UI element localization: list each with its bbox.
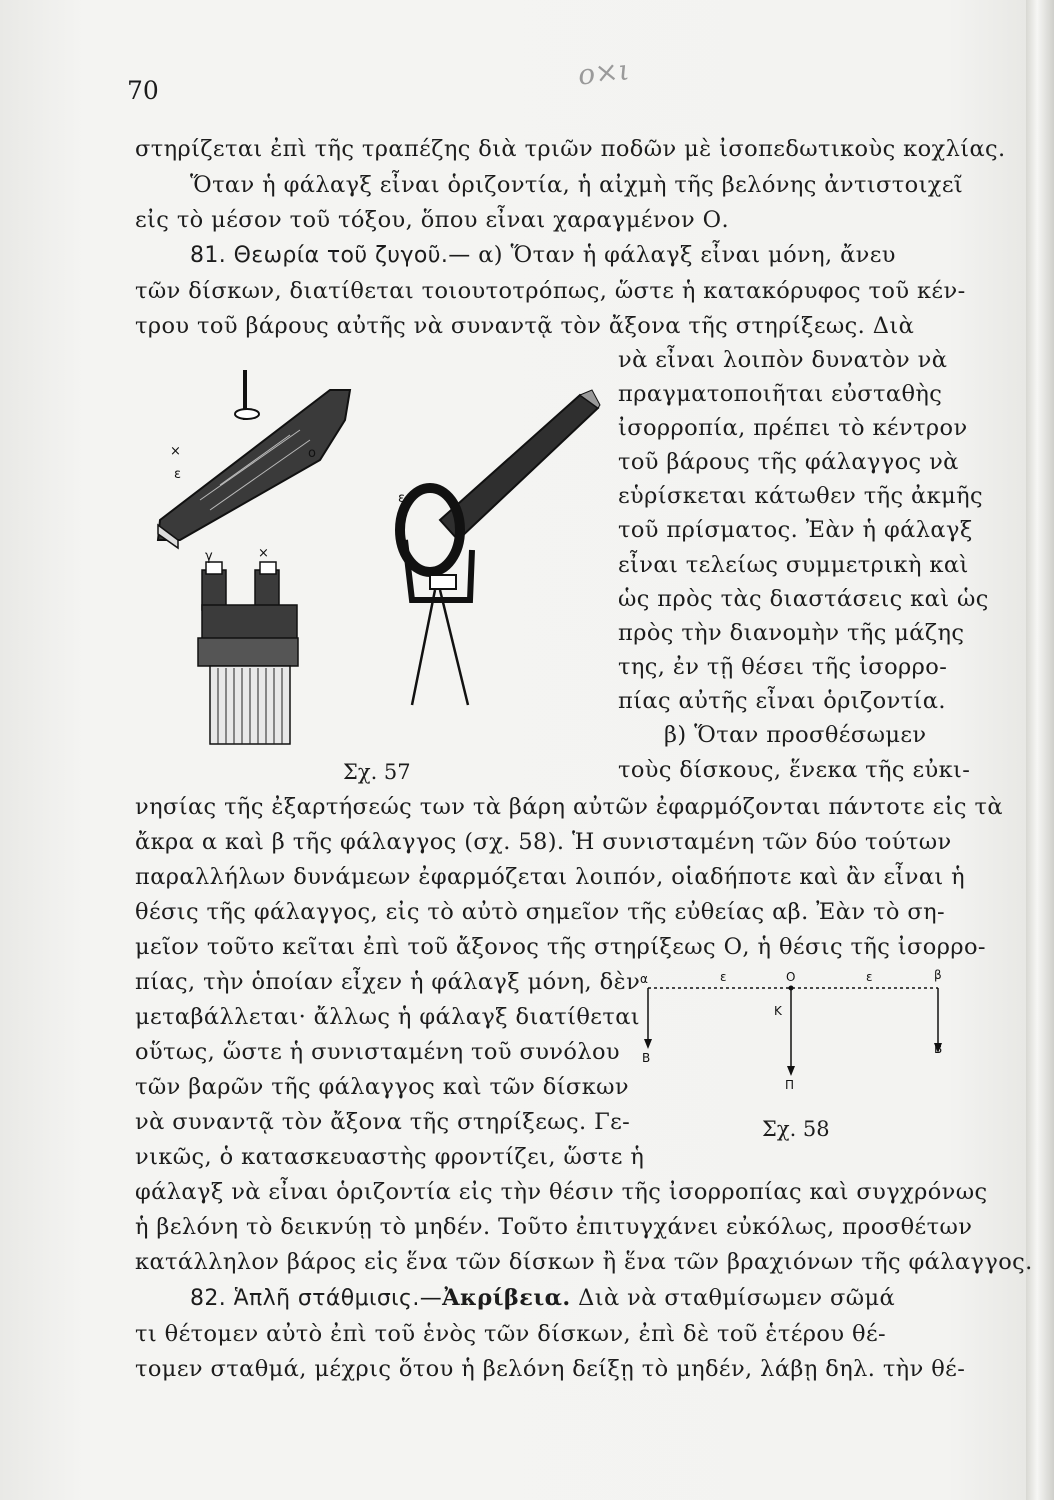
margin-note: ο×ι: [576, 53, 631, 92]
text-line: θέσις τῆς φάλαγγος, εἰς τὸ αὐτὸ σημεῖον τῆς εὐθείας αβ. Ἐὰν τὸ ση-: [135, 899, 945, 925]
fig58-label-epsilon: ε: [720, 970, 727, 984]
text-line: νησίας τῆς ἐξαρτήσεώς των τὰ βάρη αὐτῶν ἐφαρμόζονται πάντοτε εἰς τὰ: [135, 794, 1003, 820]
text-line: τοὺς δίσκους, ἕνεκα τῆς εὐκι-: [618, 757, 971, 783]
text-line: τι θέτομεν αὐτὸ ἐπὶ τοῦ ἑνὸς τῶν δίσκων, ἐπὶ δὲ τοῦ ἑτέρου θέ-: [135, 1321, 887, 1347]
text-line: ἰσορροπία, πρέπει τὸ κέντρον: [618, 415, 968, 441]
text-line: φάλαγξ νὰ εἶναι ὁριζοντία εἰς τὴν θέσιν τῆς ἰσορροπίας καὶ συγχρόνως: [135, 1179, 988, 1205]
text-line: εἶναι τελείως συμμετρικὴ καὶ: [618, 552, 969, 578]
text-line: νικῶς, ὁ κατασκευαστὴς φροντίζει, ὥστε ἡ: [135, 1144, 645, 1170]
fig58-label-p: Π: [785, 1078, 795, 1092]
page-number: 70: [127, 76, 159, 105]
text-line: εἰς τὸ μέσον τοῦ τόξου, ὅπου εἶναι χαραγμένον Ο.: [135, 207, 729, 233]
fig58-label-b-left: Β: [642, 1051, 651, 1065]
figure-57-caption: Σχ. 57: [343, 760, 411, 784]
text-line: πίας αὐτῆς εἶναι ὁριζοντία.: [618, 688, 946, 714]
figure-57: [140, 350, 600, 750]
text-line: ὡς πρὸς τὰς διαστάσεις καὶ ὡς: [618, 586, 989, 612]
text-line: οὕτως, ὥστε ἡ συνισταμένη τοῦ συνόλου: [135, 1039, 621, 1065]
fig58-label-b-right: Β: [934, 1042, 943, 1056]
figure-58-caption: Σχ. 58: [762, 1117, 830, 1141]
fig57-label: ×: [170, 444, 181, 459]
text-line: της, ἐν τῇ θέσει τῆς ἰσορρο-: [618, 654, 948, 680]
text-line: τοῦ πρίσματος. Ἐὰν ἡ φάλαγξ: [618, 517, 973, 543]
text-line: τῶν βαρῶν τῆς φάλαγγος καὶ τῶν δίσκων: [135, 1074, 629, 1100]
fig57-label: ×: [258, 546, 269, 561]
figure-58: [630, 965, 960, 1095]
fig58-label-alpha: α: [640, 972, 648, 986]
text-line: τομεν σταθμά, μέχρις ὅτου ἡ βελόνη δείξῃ τὸ μηδέν, λάβῃ δηλ. τὴν θέ-: [135, 1356, 966, 1382]
fig58-label-beta: β: [934, 968, 942, 982]
text-line: β) Ὅταν προσθέσωμεν: [664, 722, 927, 748]
section-82-first-line: [190, 1285, 895, 1311]
fig57-label: ε: [398, 491, 406, 506]
text-line: μεταβάλλεται· ἄλλως ἡ φάλαγξ διατίθεται: [135, 1004, 641, 1030]
fig57-label: γ: [205, 549, 213, 564]
text-line: τρου τοῦ βάρους αὐτῆς νὰ συναντᾷ τὸν ἄξονα τῆς στηρίξεως. Διὰ: [135, 313, 915, 339]
fig58-label-k: Κ: [774, 1004, 782, 1018]
text-line: ἡ βελόνη τὸ δεικνύῃ τὸ μηδέν. Τοῦτο ἐπιτυγχάνει εὐκόλως, προσθέτων: [135, 1214, 973, 1240]
text-line: πίας, τὴν ὁποίαν εἶχεν ἡ φάλαγξ μόνη, δὲν: [135, 969, 641, 995]
text-line: κατάλληλον βάρος εἰς ἕνα τῶν δίσκων ἢ ἕνα τῶν βραχιόνων τῆς φάλαγγος.: [135, 1249, 1033, 1275]
text-line: νὰ εἶναι λοιπὸν δυνατὸν νὰ: [618, 347, 948, 373]
section-81-heading: 81. Θεωρία τοῦ ζυγοῦ.—: [190, 243, 471, 268]
section-82-heading: 82. Ἁπλῆ στάθμισις.—: [190, 1286, 443, 1311]
text-line: παραλλήλων δυνάμεων ἐφαρμόζεται λοιπόν, οἱαδήποτε καὶ ἂν εἶναι ἡ: [135, 864, 966, 890]
section-81-first-line: [190, 242, 896, 268]
balance-beam-drawing: [158, 370, 350, 744]
text-line: στηρίζεται ἐπὶ τῆς τραπέζης διὰ τριῶν ποδῶν μὲ ἰσοπεδωτικοὺς κοχλίας.: [135, 136, 1006, 162]
section-82-heading-bold: Ἀκρίβεια.: [442, 1285, 571, 1311]
fig58-label-epsilon: ε: [866, 970, 873, 984]
fig58-label-o: Ο: [786, 970, 796, 984]
knife-edge-drawing: [400, 390, 600, 705]
text-line: τοῦ βάρους τῆς φάλαγγος νὰ: [618, 449, 959, 475]
text-line: εὑρίσκεται κάτωθεν τῆς ἀκμῆς: [618, 483, 984, 509]
text-line: Ὅταν ἡ φάλαγξ εἶναι ὁριζοντία, ἡ αἰχμὴ τῆς βελόνης ἀντιστοιχεῖ: [190, 172, 964, 198]
text-line: ἄκρα α καὶ β τῆς φάλαγγος (σχ. 58). Ἡ συνισταμένη τῶν δύο τούτων: [135, 829, 952, 855]
text-line: πραγματοποιῆται εὐσταθὴς: [618, 381, 943, 407]
fig57-label: ε: [174, 467, 182, 482]
text-span: Διὰ νὰ σταθμίσωμεν σῶμά: [570, 1285, 896, 1311]
text-line: μεῖον τοῦτο κεῖται ἐπὶ τοῦ ἄξονος τῆς στηρίξεως Ο, ἡ θέσις τῆς ἰσορρο-: [135, 934, 986, 960]
text-line: νὰ συναντᾷ τὸν ἄξονα τῆς στηρίξεως. Γε-: [135, 1109, 631, 1135]
text-line: τῶν δίσκων, διατίθεται τοιουτοτρόπως, ὥστε ἡ κατακόρυφος τοῦ κέν-: [135, 278, 966, 304]
text-span: α) Ὅταν ἡ φάλαγξ εἶναι μόνη, ἄνευ: [470, 242, 896, 268]
fig57-label: ο: [308, 446, 316, 461]
text-line: πρὸς τὴν διανομὴν τῆς μάζης: [618, 620, 965, 646]
page-edge: [1026, 0, 1054, 1500]
